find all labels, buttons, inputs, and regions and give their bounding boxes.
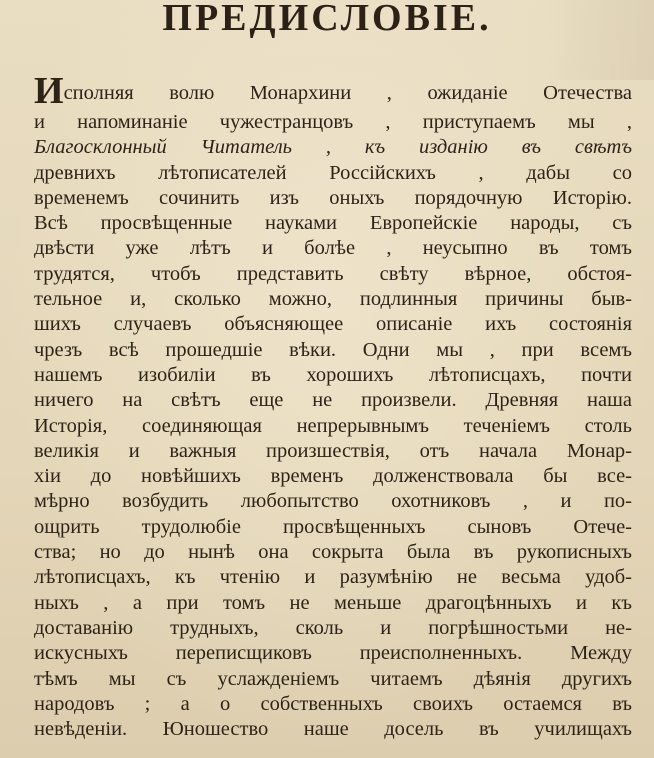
- text-line: временемъ сочинить изъ оныхъ порядочную Исторію.: [34, 186, 632, 209]
- page-title: ПРЕДИСЛОВІЕ.: [162, 0, 492, 39]
- first-line-text: сполняя волю Монархини , ожиданіе Отечества: [63, 82, 632, 104]
- text-line: великія и важныя произшествія, отъ начала Монар-: [34, 439, 632, 462]
- text-line: тельное и, сколько можно, подлинныя причины быв-: [34, 288, 632, 311]
- text-line: невѣденіи. Юношество наше досель въ училищахъ: [34, 718, 632, 741]
- text-line: и напоминаніе чужестранцовъ , приступаемъ мы ,: [34, 111, 632, 133]
- text-line: чрезъ всѣ прошедшіе вѣки. Одни мы , при всемъ: [34, 338, 632, 361]
- text-line: древнихъ лѣтописателей Россійскихъ , дабы со: [34, 161, 632, 184]
- text-line: искусныхъ переписщиковъ преисполненныхъ. Между: [34, 642, 632, 665]
- text-line: Исторія, соединяющая непрерывнымъ теченіемъ столь: [34, 414, 632, 437]
- text-line: тѣмъ мы съ услажденіемъ читаемъ дѣянія другихъ: [34, 667, 632, 690]
- preface-paragraph: [34, 70, 632, 742]
- text-line: нашемъ изобиліи въ хорошихъ лѣтописцахъ, почти: [34, 363, 632, 386]
- text-line: трудятся, чтобъ представить свѣту вѣрное, обстоя-: [34, 262, 632, 285]
- text-line: Благосклонный Читатель , къ изданію въ свѣтъ: [34, 136, 632, 159]
- text-line: доставанію трудныхъ, сколь и погрѣшностьми не-: [34, 616, 632, 639]
- text-line: двѣсти уже лѣтъ и болѣе , неусыпно въ томъ: [34, 237, 632, 260]
- text-line: ныхъ , а при томъ не меньше драгоцѣнныхъ и къ: [34, 591, 632, 614]
- text-line: народовъ ; а о собственныхъ своихъ остаемся въ: [34, 692, 632, 715]
- text-line: хіи до новѣйшихъ временъ долженствовала бы все-: [34, 465, 632, 488]
- text-line: Всѣ просвѣщенные науками Европейскіе народы, съ: [34, 212, 632, 235]
- text-line: ства; но до нынѣ она сокрыта была въ рукописныхъ: [34, 541, 632, 564]
- text-line: лѣтописцахъ, къ чтенію и разумѣнію не весьма удоб-: [34, 566, 632, 589]
- drop-cap: И: [34, 70, 64, 112]
- text-line: ничего на свѣтъ еще не произвели. Древняя наша: [34, 389, 632, 412]
- text-line: шихъ случаевъ объясняющее описаніе ихъ состоянія: [34, 313, 632, 336]
- text-line: ощрить трудолюбіе просвѣщенныхъ сыновъ Отече-: [34, 515, 632, 538]
- text-line: мѣрно возбудить любопытство охотниковъ , и по-: [34, 490, 632, 513]
- text-line-first: [34, 70, 632, 112]
